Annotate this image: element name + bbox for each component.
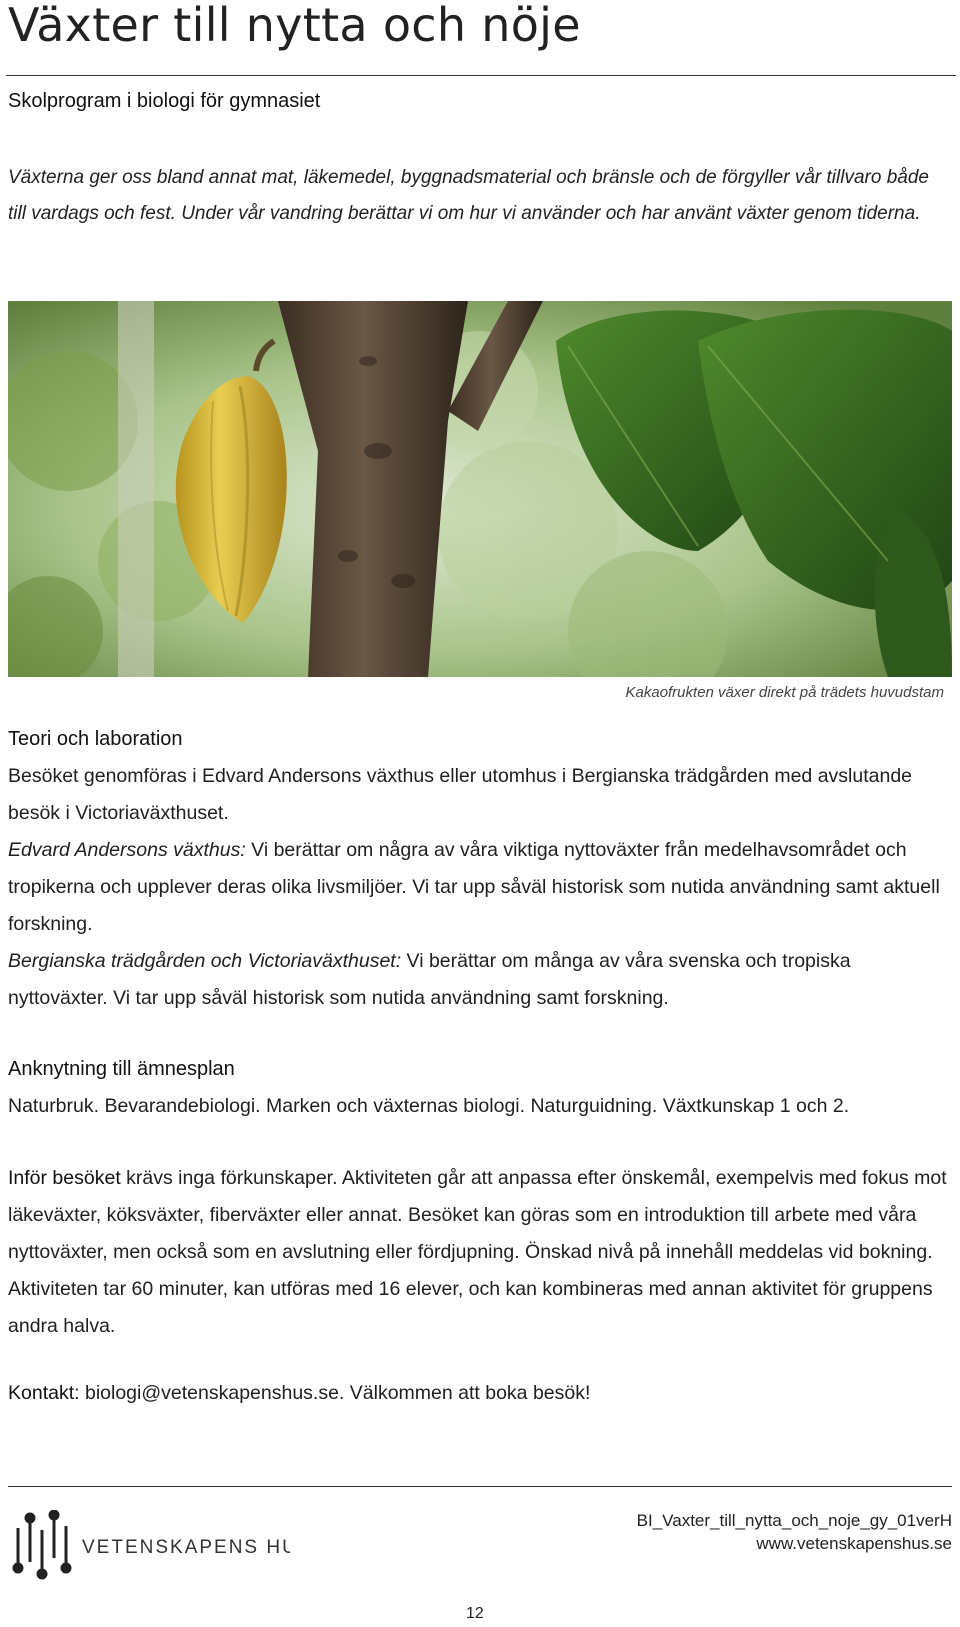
contact-text[interactable]: : biologi@vetenskapenshus.se. Välkommen att boka besök! xyxy=(74,1382,591,1404)
page-title: Växter till nytta och nöje xyxy=(8,0,581,52)
theory-paragraph-1: Besöket genomföras i Edvard Andersons växthus eller utomhus i Bergianska trädgården med avslutande besök i Victoriaväxthuset. xyxy=(8,765,913,824)
footer-divider xyxy=(8,1486,952,1487)
logo-mark xyxy=(10,1510,290,1580)
title-divider xyxy=(6,75,956,76)
before-visit-text: krävs inga förkunskaper. Aktiviteten går att anpassa efter önskemål, exempelvis med fokus mot läkeväxter, köksväxter, fiberväxter eller annat. Besöket kan göras som en introduktion till arbete med våra nyttoväxter, men också som en avslutning eller fördjupning. Önskad nivå på innehåll meddelas vid bokning. Aktiviteten tar 60 minuter, kan utföras med 16 elever, och kan kombineras med annan aktivitet för gruppens andra halva. xyxy=(8,1167,947,1337)
logo-text: VETENSKAPENS HUS xyxy=(82,1537,290,1558)
intro-paragraph: Växterna ger oss bland annat mat, läkemedel, byggnadsmaterial och bränsle och de förgyller vår tillvaro både till vardags och fest. Under vår vandring berättar vi om hur vi använder och har använt växter genom tiderna. xyxy=(8,167,929,224)
document-id: BI_Vaxter_till_nytta_och_noje_gy_01verH xyxy=(636,1511,952,1530)
contact-label: Kontakt xyxy=(8,1382,75,1404)
theory-paragraph-3 xyxy=(8,943,953,1017)
photo-caption: Kakaofrukten växer direkt på trädets huvudstam xyxy=(625,684,944,701)
greenhouse-text: Vi berättar om några av våra viktiga nyttoväxter från medelhavsområdet och tropikerna och upplever deras olika livsmiljöer. Vi tar upp såväl historisk som nutida användning samt aktuell forskning. xyxy=(8,839,940,935)
theory-section xyxy=(8,758,953,1017)
contact-paragraph xyxy=(8,1375,953,1412)
greenhouse-label: Edvard Andersons växthus: xyxy=(8,839,246,861)
page-number: 12 xyxy=(466,1605,484,1622)
theory-paragraph-2 xyxy=(8,832,953,943)
before-visit-paragraph xyxy=(8,1160,953,1345)
garden-label: Bergianska trädgården och Victoriaväxthuset: xyxy=(8,950,402,972)
theory-heading: Teori och laboration xyxy=(8,728,183,750)
footer-info xyxy=(637,1509,952,1555)
vetenskapens-hus-logo xyxy=(10,1510,290,1580)
garden-text: Vi berättar om många av våra svenska och tropiska nyttoväxter. Vi tar upp såväl historisk som nutida användning samt forskning. xyxy=(8,950,851,1009)
cacao-photo xyxy=(8,301,952,677)
website-link[interactable]: www.vetenskapenshus.se xyxy=(756,1534,952,1553)
cacao-illustration xyxy=(8,301,952,677)
before-visit-label: Inför besöket xyxy=(8,1167,121,1189)
background-stem xyxy=(118,301,154,677)
curriculum-heading: Anknytning till ämnesplan xyxy=(8,1058,235,1080)
page-subtitle: Skolprogram i biologi för gymnasiet xyxy=(8,90,321,112)
curriculum-text: Naturbruk. Bevarandebiologi. Marken och växternas biologi. Naturguidning. Växtkunskap 1 och 2. xyxy=(8,1095,850,1117)
